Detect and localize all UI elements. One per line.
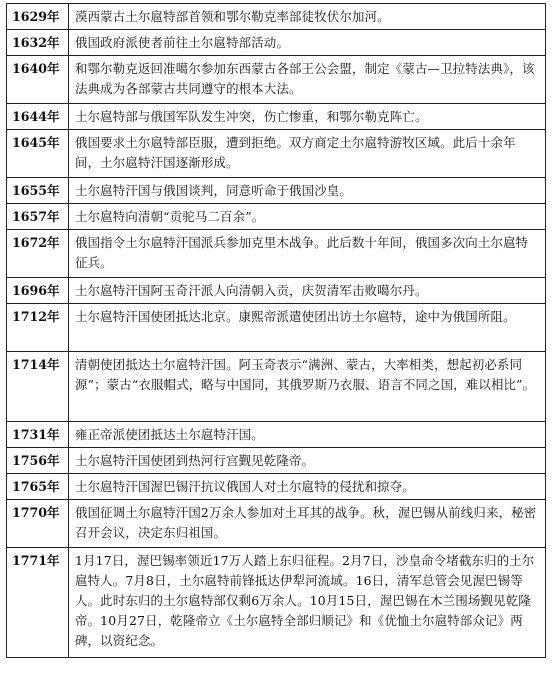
year-cell: 1629年 [7, 4, 69, 30]
year-cell: 1714年 [7, 352, 69, 422]
event-cell: 土尔扈特汗国使团抵达北京。康熙帝派遣使团出访土尔扈特，途中为俄国所阻。 [69, 304, 546, 352]
year-cell: 1672年 [7, 230, 69, 278]
event-cell: 土尔扈特汗国使团到热河行宫觐见乾隆帝。 [69, 448, 546, 474]
year-cell: 1765年 [7, 474, 69, 500]
event-cell: 漠西蒙古土尔扈特部首领和鄂尔勒克率部徒牧伏尔加河。 [69, 4, 546, 30]
event-cell: 雍正帝派使团抵达土尔扈特汗国。 [69, 422, 546, 448]
table-row [7, 4, 546, 30]
timeline-table [6, 3, 546, 658]
year-cell: 1771年 [7, 548, 69, 658]
year-cell: 1645年 [7, 130, 69, 178]
event-cell: 俄国政府派使者前往土尔扈特部活动。 [69, 30, 546, 56]
event-cell: 土尔扈特部与俄国军队发生冲突，伤亡惨重，和鄂尔勒克阵亡。 [69, 104, 546, 130]
table-row [7, 500, 546, 548]
year-cell: 1632年 [7, 30, 69, 56]
table-row [7, 474, 546, 500]
event-cell: 俄国指令土尔扈特汗国派兵参加克里木战争。此后数十年间，俄国多次向土尔扈特征兵。 [69, 230, 546, 278]
event-cell: 1月17日，渥巴锡率领近17万人踏上东归征程。2月7日，沙皇命令堵截东归的土尔扈特人。7月8日，土尔扈特前锋抵达伊犁河流域。16日，清军总管会见渥巴锡等人。此时东归的土尔扈特部仅剩6万余人。10月15日，渥巴锡在木兰围场觐见乾隆帝。10月27日，乾隆帝立《土尔扈特全部归顺记》和《优恤土尔扈特部众记》两碑，以资纪念。 [69, 548, 546, 658]
table-row [7, 448, 546, 474]
table-row [7, 548, 546, 658]
year-cell: 1657年 [7, 204, 69, 230]
table-row [7, 230, 546, 278]
timeline-table-body [7, 4, 546, 658]
table-row [7, 304, 546, 352]
event-cell: 清朝使团抵达土尔扈特汗国。阿玉奇表示“满洲、蒙古，大率相类，想起初必系同源”；蒙古“衣服帽式，略与中国同，其俄罗斯乃衣服、语言不同之国，难以相比”。 [69, 352, 546, 422]
event-cell: 和鄂尔勒克返回准噶尔参加东西蒙古各部王公会盟，制定《蒙古—卫拉特法典》，该法典成为各部蒙古共同遵守的根本大法。 [69, 56, 546, 104]
table-row [7, 178, 546, 204]
year-cell: 1655年 [7, 178, 69, 204]
year-cell: 1731年 [7, 422, 69, 448]
year-cell: 1644年 [7, 104, 69, 130]
year-cell: 1770年 [7, 500, 69, 548]
event-cell: 土尔扈特汗国阿玉奇汗派人向清朝入贡，庆贺清军击败噶尔丹。 [69, 278, 546, 304]
table-row [7, 104, 546, 130]
table-row [7, 204, 546, 230]
table-row [7, 278, 546, 304]
table-row [7, 422, 546, 448]
event-cell: 俄国征调土尔扈特汗国2万余人参加对土耳其的战争。秋，渥巴锡从前线归来，秘密召开会议，决定东归祖国。 [69, 500, 546, 548]
year-cell: 1696年 [7, 278, 69, 304]
year-cell: 1756年 [7, 448, 69, 474]
table-row [7, 30, 546, 56]
table-row [7, 56, 546, 104]
year-cell: 1640年 [7, 56, 69, 104]
table-row [7, 130, 546, 178]
event-cell: 土尔扈特汗国渥巴锡汗抗议俄国人对土尔扈特的侵扰和掠夺。 [69, 474, 546, 500]
event-cell: 土尔扈特向清朝“贡驼马二百余”。 [69, 204, 546, 230]
event-cell: 俄国要求土尔扈特部臣服，遭到拒绝。双方商定土尔扈特游牧区域。此后十余年间，土尔扈特汗国逐渐形成。 [69, 130, 546, 178]
event-cell: 土尔扈特汗国与俄国谈判，同意听命于俄国沙皇。 [69, 178, 546, 204]
year-cell: 1712年 [7, 304, 69, 352]
table-row [7, 352, 546, 422]
